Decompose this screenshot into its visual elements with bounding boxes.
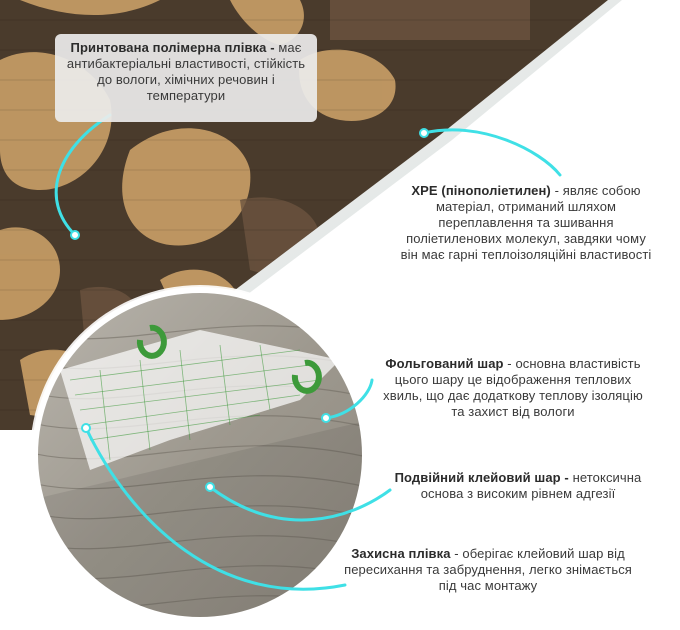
callout-printed-film	[55, 34, 317, 122]
callout-adhesive-layer-text: нетоксична основа з високим рівнем адгезії	[420, 470, 642, 501]
callout-protective-film-title: Захисна плівка	[351, 546, 451, 561]
callout-foil-layer	[378, 356, 648, 420]
callout-xpe-text: - являє собою матеріал, отриманий шляхом переплавлення та зшивання поліетиленових молекул, завдяки чому він має гарні теплоізоляційні властивості	[400, 183, 652, 262]
leader-dot-film	[71, 231, 79, 239]
callout-protective-film	[338, 546, 638, 594]
callout-adhesive-layer	[384, 470, 652, 502]
callout-printed-film-text: має антибактеріальні властивості, стійкість до вологи, хімічних речовин і температури	[66, 40, 306, 103]
callout-printed-film-title: Принтована полімерна плівка -	[70, 40, 275, 55]
callout-xpe-title: XPE (пінополіетилен)	[411, 183, 551, 198]
callout-foil-layer-text: - основна властивість цього шару це відображення теплових хвиль, що дає додаткову теплову ізоляцію та захист від вологи	[383, 356, 643, 419]
callout-adhesive-layer-title: Подвійний клейовий шар -	[394, 470, 569, 485]
leader-dot-protect	[82, 424, 90, 432]
callout-foil-layer-title: Фольгований шар	[385, 356, 504, 371]
leader-dot-foil	[322, 414, 330, 422]
leader-dot-glue	[206, 483, 214, 491]
leader-dot-xpe	[420, 129, 428, 137]
callout-protective-film-text: - оберігає клейовий шар від пересихання та забруднення, легко знімається під час монтажу	[344, 546, 632, 593]
callout-xpe	[400, 183, 652, 263]
